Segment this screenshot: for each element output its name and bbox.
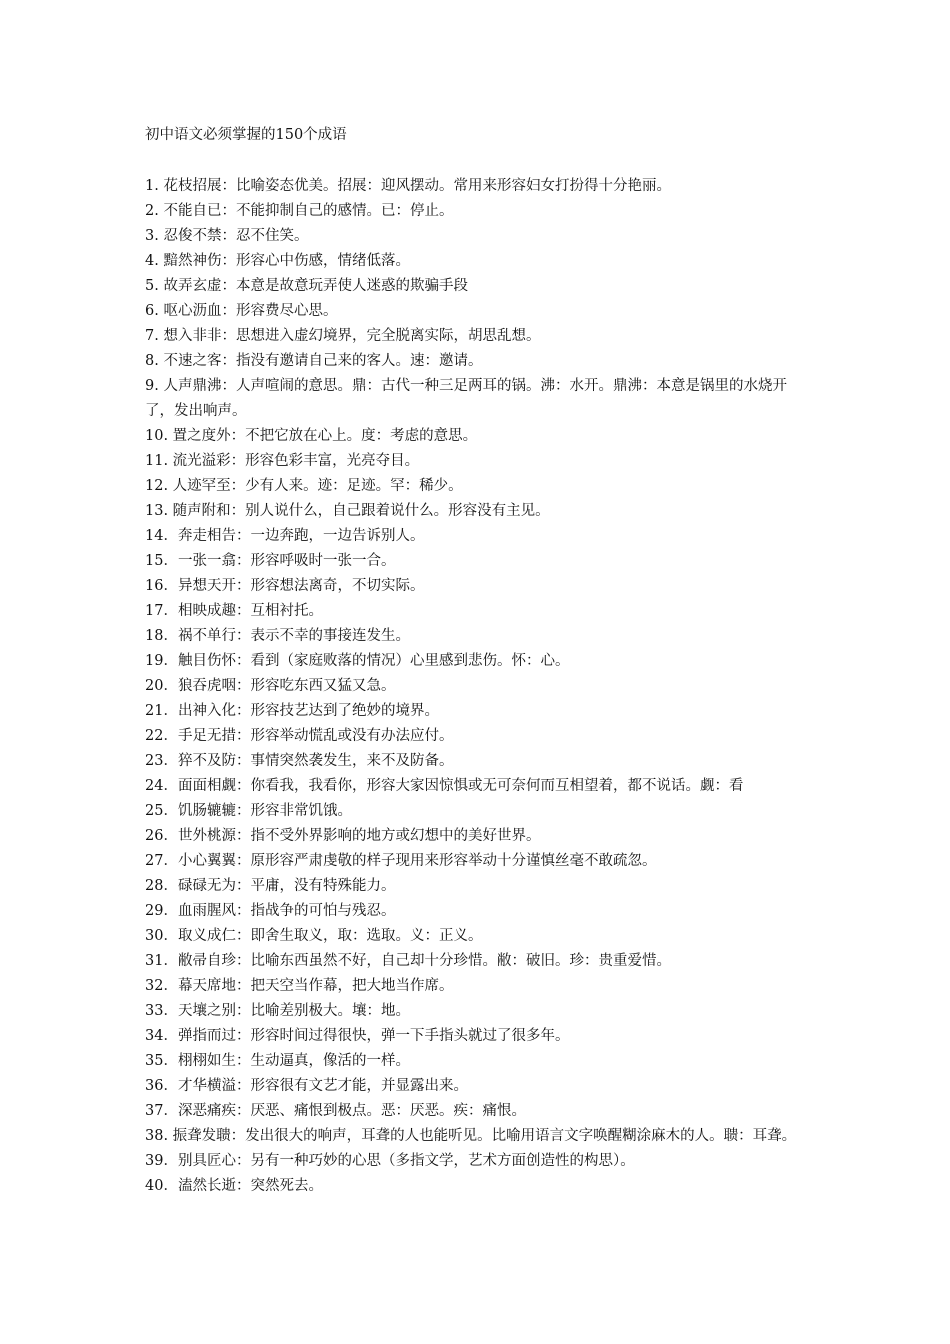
list-item: 15．一张一翕：形容呼吸时一张一合。 bbox=[145, 553, 396, 569]
list-item: 33．天壤之别：比喻差别极大。壤：地。 bbox=[145, 1003, 410, 1019]
list-item: 19．触目伤怀：看到（家庭败落的情况）心里感到悲伤。怀：心。 bbox=[145, 653, 570, 669]
list-item: 21．出神入化：形容技艺达到了绝妙的境界。 bbox=[145, 703, 439, 719]
list-item: 3. 忍俊不禁：忍不住笑。 bbox=[145, 228, 309, 244]
list-item: 28．碌碌无为：平庸，没有特殊能力。 bbox=[145, 878, 396, 894]
idiom-list bbox=[145, 174, 813, 1199]
list-item: 13. 随声附和：别人说什么，自己跟着说什么。形容没有主见。 bbox=[145, 503, 550, 519]
list-item: 22．手足无措：形容举动慌乱或没有办法应付。 bbox=[145, 728, 454, 744]
list-item: 10. 置之度外：不把它放在心上。度：考虑的意思。 bbox=[145, 428, 478, 444]
list-item: 23．猝不及防：事情突然袭发生，来不及防备。 bbox=[145, 753, 454, 769]
list-item: 17．相映成趣：互相衬托。 bbox=[145, 603, 323, 619]
list-item: 35．栩栩如生：生动逼真，像活的一样。 bbox=[145, 1053, 410, 1069]
list-item: 37．深恶痛疾：厌恶、痛恨到极点。恶：厌恶。疾：痛恨。 bbox=[145, 1103, 526, 1119]
list-item: 26．世外桃源：指不受外界影响的地方或幻想中的美好世界。 bbox=[145, 828, 541, 844]
list-item: 30．取义成仁：即舍生取义，取：选取。义：正义。 bbox=[145, 928, 483, 944]
list-item: 7. 想入非非：思想进入虚幻境界，完全脱离实际，胡思乱想。 bbox=[145, 328, 541, 344]
list-item: 4. 黯然神伤：形容心中伤感，情绪低落。 bbox=[145, 253, 410, 269]
list-item: 5. 故弄玄虚：本意是故意玩弄使人迷惑的欺骗手段 bbox=[145, 278, 468, 294]
list-item: 39．别具匠心：另有一种巧妙的心思（多指文学，艺术方面创造性的构思）。 bbox=[145, 1153, 635, 1169]
document-title: 初中语文必须掌握的150个成语 bbox=[145, 127, 347, 143]
list-item: 20．狼吞虎咽：形容吃东西又猛又急。 bbox=[145, 678, 396, 694]
list-item: 38. 振聋发聩：发出很大的响声，耳聋的人也能听见。比喻用语言文字唤醒糊涂麻木的人。聩：耳聋。 bbox=[145, 1128, 797, 1144]
list-item: 34．弹指而过：形容时间过得很快，弹一下手指头就过了很多年。 bbox=[145, 1028, 570, 1044]
list-item: 31．敝帚自珍：比喻东西虽然不好，自己却十分珍惜。敝：破旧。珍：贵重爱惜。 bbox=[145, 953, 671, 969]
list-item: 14．奔走相告：一边奔跑，一边告诉别人。 bbox=[145, 528, 425, 544]
list-item: 8. 不速之客：指没有邀请自己来的客人。速：邀请。 bbox=[145, 353, 483, 369]
list-item: 29．血雨腥风：指战争的可怕与残忍。 bbox=[145, 903, 396, 919]
list-item: 6. 呕心沥血：形容费尽心思。 bbox=[145, 303, 338, 319]
list-item: 9. 人声鼎沸：人声喧闹的意思。鼎：古代一种三足两耳的锅。沸：水开。鼎沸：本意是锅里的水烧开了，发出响声。 bbox=[145, 378, 787, 419]
list-item: 25．饥肠辘辘：形容非常饥饿。 bbox=[145, 803, 352, 819]
list-item: 36．才华横溢：形容很有文艺才能，并显露出来。 bbox=[145, 1078, 468, 1094]
list-item: 16．异想天开：形容想法离奇，不切实际。 bbox=[145, 578, 425, 594]
list-item: 18．祸不单行：表示不幸的事接连发生。 bbox=[145, 628, 410, 644]
list-item: 40．溘然长逝：突然死去。 bbox=[145, 1178, 323, 1194]
list-item: 24．面面相觑：你看我，我看你，形容大家因惊惧或无可奈何而互相望着，都不说话。觑：看 bbox=[145, 778, 744, 794]
list-item: 2. 不能自已：不能抑制自己的感情。已：停止。 bbox=[145, 203, 454, 219]
list-item: 32．幕天席地：把天空当作幕，把大地当作席。 bbox=[145, 978, 454, 994]
list-item: 1. 花枝招展：比喻姿态优美。招展：迎风摆动。常用来形容妇女打扮得十分艳丽。 bbox=[145, 178, 671, 194]
list-item: 11. 流光溢彩：形容色彩丰富，光亮夺目。 bbox=[145, 453, 420, 469]
list-item: 27．小心翼翼：原形容严肃虔敬的样子现用来形容举动十分谨慎丝毫不敢疏忽。 bbox=[145, 853, 657, 869]
list-item: 12. 人迹罕至：少有人来。迹：足迹。罕：稀少。 bbox=[145, 478, 463, 494]
